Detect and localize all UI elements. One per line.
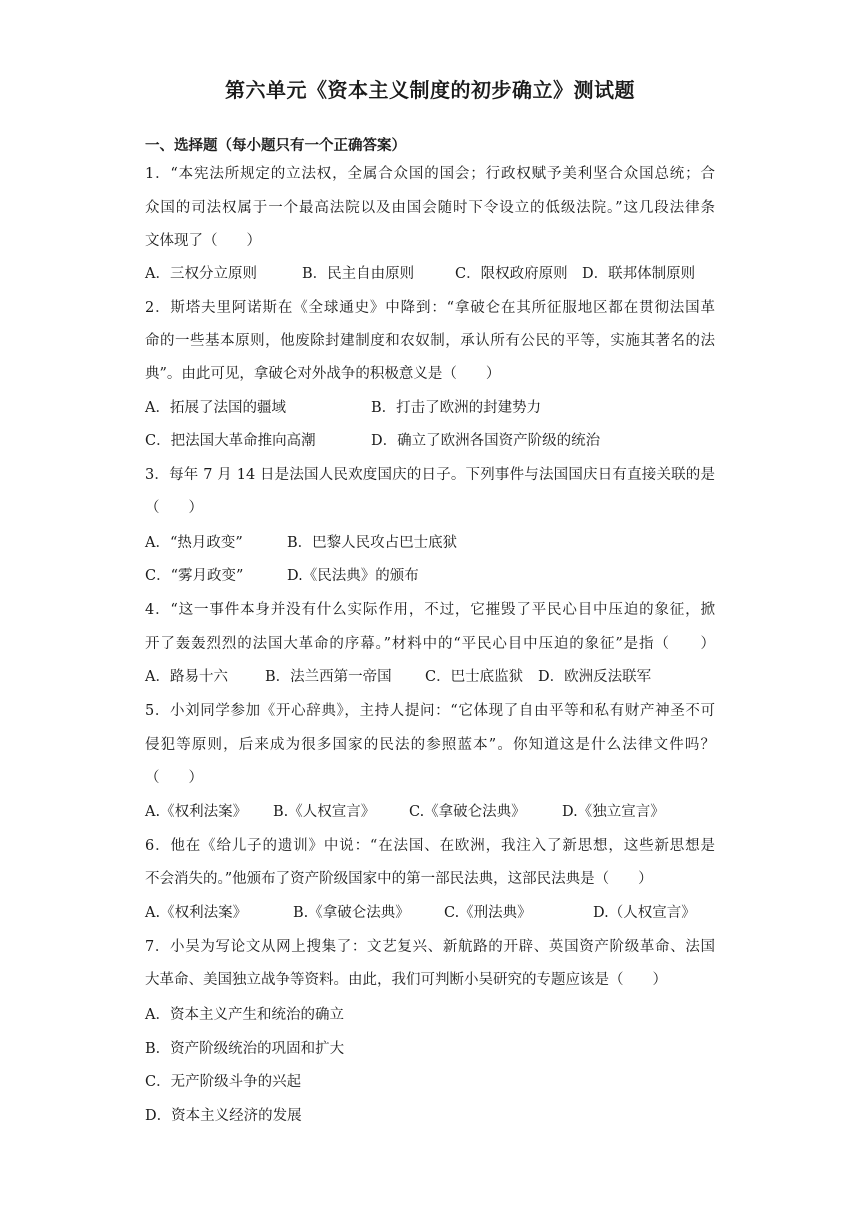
- question-6-option-c: C.《刑法典》: [444, 905, 532, 921]
- question-5-option-a: A.《权利法案》: [145, 804, 248, 820]
- question-3-line-1: 3．每年 7 月 14 日是法国人民欢度国庆的日子。下列事件与法国国庆日有直接关联的是: [145, 467, 715, 483]
- question-1-line-3: 文体现了（ ）: [145, 233, 261, 249]
- question-7-option-a: A．资本主义产生和统治的确立: [145, 1007, 344, 1023]
- question-4-option-c: C．巴士底监狱: [425, 669, 524, 685]
- question-1-option-b: B．民主自由原则: [302, 266, 415, 282]
- question-2-option-b: B．打击了欧洲的封建势力: [371, 400, 542, 416]
- question-1-line-1: 1．“本宪法所规定的立法权，全属合众国的国会；行政权赋予美利坚合众国总统；合: [145, 166, 715, 182]
- question-5-option-b: B.《人权宣言》: [273, 804, 376, 820]
- question-7-option-b: B．资产阶级统治的巩固和扩大: [145, 1041, 345, 1057]
- question-6-line-2: 不会消失的。”他颁布了资产阶级国家中的第一部民法典，这部民法典是（ ）: [145, 871, 653, 887]
- question-2-line-1: 2．斯塔夫里阿诺斯在《全球通史》中降到：“拿破仑在其所征服地区都在贯彻法国革: [145, 300, 715, 316]
- question-7-line-1: 7．小吴为写论文从网上搜集了：文艺复兴、新航路的开辟、英国资产阶级革命、法国: [145, 939, 715, 955]
- question-1-line-2: 众国的司法权属于一个最高法院以及由国会随时下令设立的低级法院。”这几段法律条: [145, 200, 715, 216]
- question-5-line-2: 侵犯等原则，后来成为很多国家的民法的参照蓝本”。你知道这是什么法律文件吗？: [145, 737, 715, 753]
- question-5-option-d: D.《独立宣言》: [562, 804, 665, 820]
- question-6-line-1: 6．他在《给儿子的遗训》中说：“在法国、在欧洲，我注入了新思想，这些新思想是: [145, 838, 715, 854]
- question-3-option-a: A．“热月政变”: [145, 535, 243, 551]
- question-2-option-c: C．把法国大革命推向高潮: [145, 433, 316, 449]
- question-7-option-d: D．资本主义经济的发展: [145, 1108, 302, 1124]
- page-title: 第六单元《资本主义制度的初步确立》测试题: [225, 78, 635, 102]
- question-4-option-a: A．路易十六: [145, 669, 228, 685]
- question-7-line-2: 大革命、美国独立战争等资料。由此，我们可判断小吴研究的专题应该是（ ）: [145, 972, 667, 988]
- question-7-option-c: C．无产阶级斗争的兴起: [145, 1074, 302, 1090]
- question-2-option-d: D．确立了欧洲各国资产阶级的统治: [371, 433, 601, 449]
- question-3-option-b: B．巴黎人民攻占巴士底狱: [287, 535, 458, 551]
- question-2-line-2: 命的一些基本原则，他废除封建制度和农奴制，承认所有公民的平等，实施其著名的法: [145, 333, 715, 349]
- question-5-line-1: 5．小刘同学参加《开心辞典》，主持人提问：“它体现了自由平等和私有财产神圣不可: [145, 703, 715, 719]
- question-6-option-a: A.《权利法案》: [145, 905, 248, 921]
- question-4-line-2: 开了轰轰烈烈的法国大革命的序幕。”材料中的“平民心目中压迫的象征”是指（ ）: [145, 636, 715, 652]
- question-6-option-b: B.《拿破仑法典》: [293, 905, 410, 921]
- question-6-option-d: D.（人权宣言》: [593, 905, 696, 921]
- section-heading: 一、选择题（每小题只有一个正确答案）: [145, 137, 406, 154]
- question-4-option-d: D．欧洲反法联军: [538, 669, 652, 685]
- question-5-line-3: （ ）: [145, 770, 203, 786]
- question-2-line-3: 典”。由此可见，拿破仑对外战争的积极意义是（ ）: [145, 366, 501, 382]
- question-1-option-a: A．三权分立原则: [145, 266, 257, 282]
- question-4-option-b: B．法兰西第一帝国: [265, 669, 392, 685]
- question-2-option-a: A．拓展了法国的疆域: [145, 400, 286, 416]
- question-3-option-c: C．“雾月政变”: [145, 568, 244, 584]
- question-4-line-1: 4．“这一事件本身并没有什么实际作用，不过，它摧毁了平民心目中压迫的象征，掀: [145, 602, 715, 618]
- question-3-option-d: D.《民法典》的颁布: [287, 568, 419, 584]
- question-5-option-c: C.《拿破仑法典》: [409, 804, 526, 820]
- question-3-line-2: （ ）: [145, 500, 203, 516]
- question-1-option-d: D．联邦体制原则: [582, 266, 696, 282]
- question-1-option-c: C．限权政府原则: [455, 266, 568, 282]
